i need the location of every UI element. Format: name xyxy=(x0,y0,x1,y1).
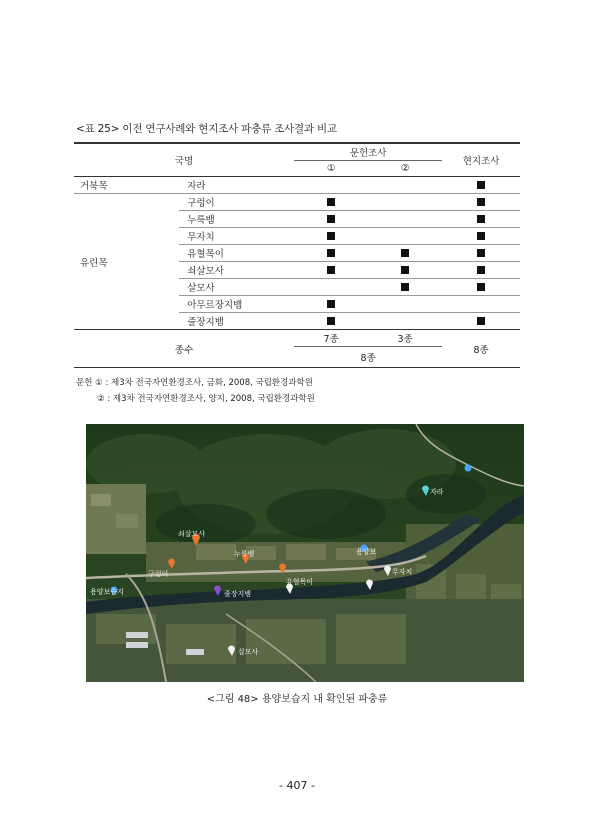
figure-caption: <그림 48> 용양보습지 내 확인된 파충류 xyxy=(206,694,388,705)
header-literature: 문헌조사 xyxy=(294,143,442,161)
row-mark-a xyxy=(294,177,368,194)
total-a: 7종 xyxy=(294,330,368,347)
row-mark-field xyxy=(442,279,520,296)
table-row xyxy=(74,177,520,194)
note-1 xyxy=(76,376,313,388)
map-label-4: 유혈목이 xyxy=(286,578,314,586)
note-2 xyxy=(97,392,315,404)
row-mark-a xyxy=(294,211,368,228)
row-mark-field xyxy=(442,194,520,211)
page-number: - 407 - xyxy=(279,779,315,792)
present-marker-icon xyxy=(401,266,409,274)
row-mark-a xyxy=(294,194,368,211)
row-mark-a xyxy=(294,313,368,330)
map-label-2: 누룩뱀 xyxy=(234,550,255,558)
present-marker-icon xyxy=(477,181,485,189)
present-marker-icon xyxy=(327,215,335,223)
present-marker-icon xyxy=(477,232,485,240)
present-marker-icon xyxy=(401,249,409,257)
row-mark-b xyxy=(368,262,442,279)
present-marker-icon xyxy=(327,317,335,325)
row-mark-a xyxy=(294,279,368,296)
aerial-photo xyxy=(86,424,524,682)
row-species: 살모사 xyxy=(179,279,294,296)
map-label-5: 용양보 xyxy=(356,548,377,556)
row-mark-b xyxy=(368,279,442,296)
reptile-table xyxy=(74,142,520,368)
row-species: 쇠살모사 xyxy=(179,262,294,279)
present-marker-icon xyxy=(327,266,335,274)
note-2-text: : 제3차 전국자연환경조사, 양지, 2008, 국립환경과학원 xyxy=(107,394,315,404)
map-label-7: 자라 xyxy=(430,488,444,496)
row-mark-a xyxy=(294,296,368,313)
present-marker-icon xyxy=(327,300,335,308)
row-mark-b xyxy=(368,211,442,228)
row-species: 구렁이 xyxy=(179,194,294,211)
row-species: 무자치 xyxy=(179,228,294,245)
map-label-1: 쇠살모사 xyxy=(178,530,206,538)
row-mark-b xyxy=(368,245,442,262)
present-marker-icon xyxy=(477,317,485,325)
present-marker-icon xyxy=(477,198,485,206)
row-family: 거북목 xyxy=(74,177,179,194)
row-species: 자라 xyxy=(179,177,294,194)
header-family: 국명 xyxy=(74,143,294,177)
row-mark-b xyxy=(368,313,442,330)
present-marker-icon xyxy=(327,249,335,257)
map-label-3: 줄장지뱀 xyxy=(224,590,252,598)
table-caption: <표 25> 이전 연구사례와 현지조사 파충류 조사결과 비교 xyxy=(76,123,337,135)
map-label-6: 무자치 xyxy=(392,568,413,576)
total-literature: 8종 xyxy=(294,347,442,368)
row-family: 유린목 xyxy=(74,194,179,330)
row-species: 누룩뱀 xyxy=(179,211,294,228)
present-marker-icon xyxy=(477,283,485,291)
header-sub-2: ② xyxy=(368,161,442,177)
row-mark-a xyxy=(294,262,368,279)
present-marker-icon xyxy=(327,232,335,240)
present-marker-icon xyxy=(477,215,485,223)
map-label-8: 구렁이 xyxy=(148,570,169,578)
row-mark-field xyxy=(442,245,520,262)
total-b: 3종 xyxy=(368,330,442,347)
header-field: 현지조사 xyxy=(442,143,520,177)
row-mark-field xyxy=(442,296,520,313)
row-mark-field xyxy=(442,211,520,228)
total-field: 8종 xyxy=(442,330,520,368)
total-label: 종수 xyxy=(74,330,294,368)
row-mark-field xyxy=(442,177,520,194)
row-mark-a xyxy=(294,228,368,245)
note-1-prefix: 문헌 ① xyxy=(76,378,103,388)
row-mark-field xyxy=(442,262,520,279)
present-marker-icon xyxy=(477,249,485,257)
row-mark-b xyxy=(368,296,442,313)
row-mark-b xyxy=(368,194,442,211)
present-marker-icon xyxy=(477,266,485,274)
header-sub-1: ① xyxy=(294,161,368,177)
map-label-9: 살모사 xyxy=(238,648,259,656)
map-label-10: 용양보습지 xyxy=(90,588,124,596)
row-mark-field xyxy=(442,313,520,330)
row-mark-b xyxy=(368,177,442,194)
row-mark-b xyxy=(368,228,442,245)
present-marker-icon xyxy=(327,198,335,206)
row-species: 아무르장지뱀 xyxy=(179,296,294,313)
table-row xyxy=(74,194,520,211)
present-marker-icon xyxy=(401,283,409,291)
row-mark-field xyxy=(442,228,520,245)
note-2-prefix: ② xyxy=(97,394,105,404)
row-mark-a xyxy=(294,245,368,262)
row-species: 유혈목이 xyxy=(179,245,294,262)
row-species: 줄장지뱀 xyxy=(179,313,294,330)
note-1-text: : 제3차 전국자연환경조사, 금화, 2008, 국립환경과학원 xyxy=(105,378,313,388)
